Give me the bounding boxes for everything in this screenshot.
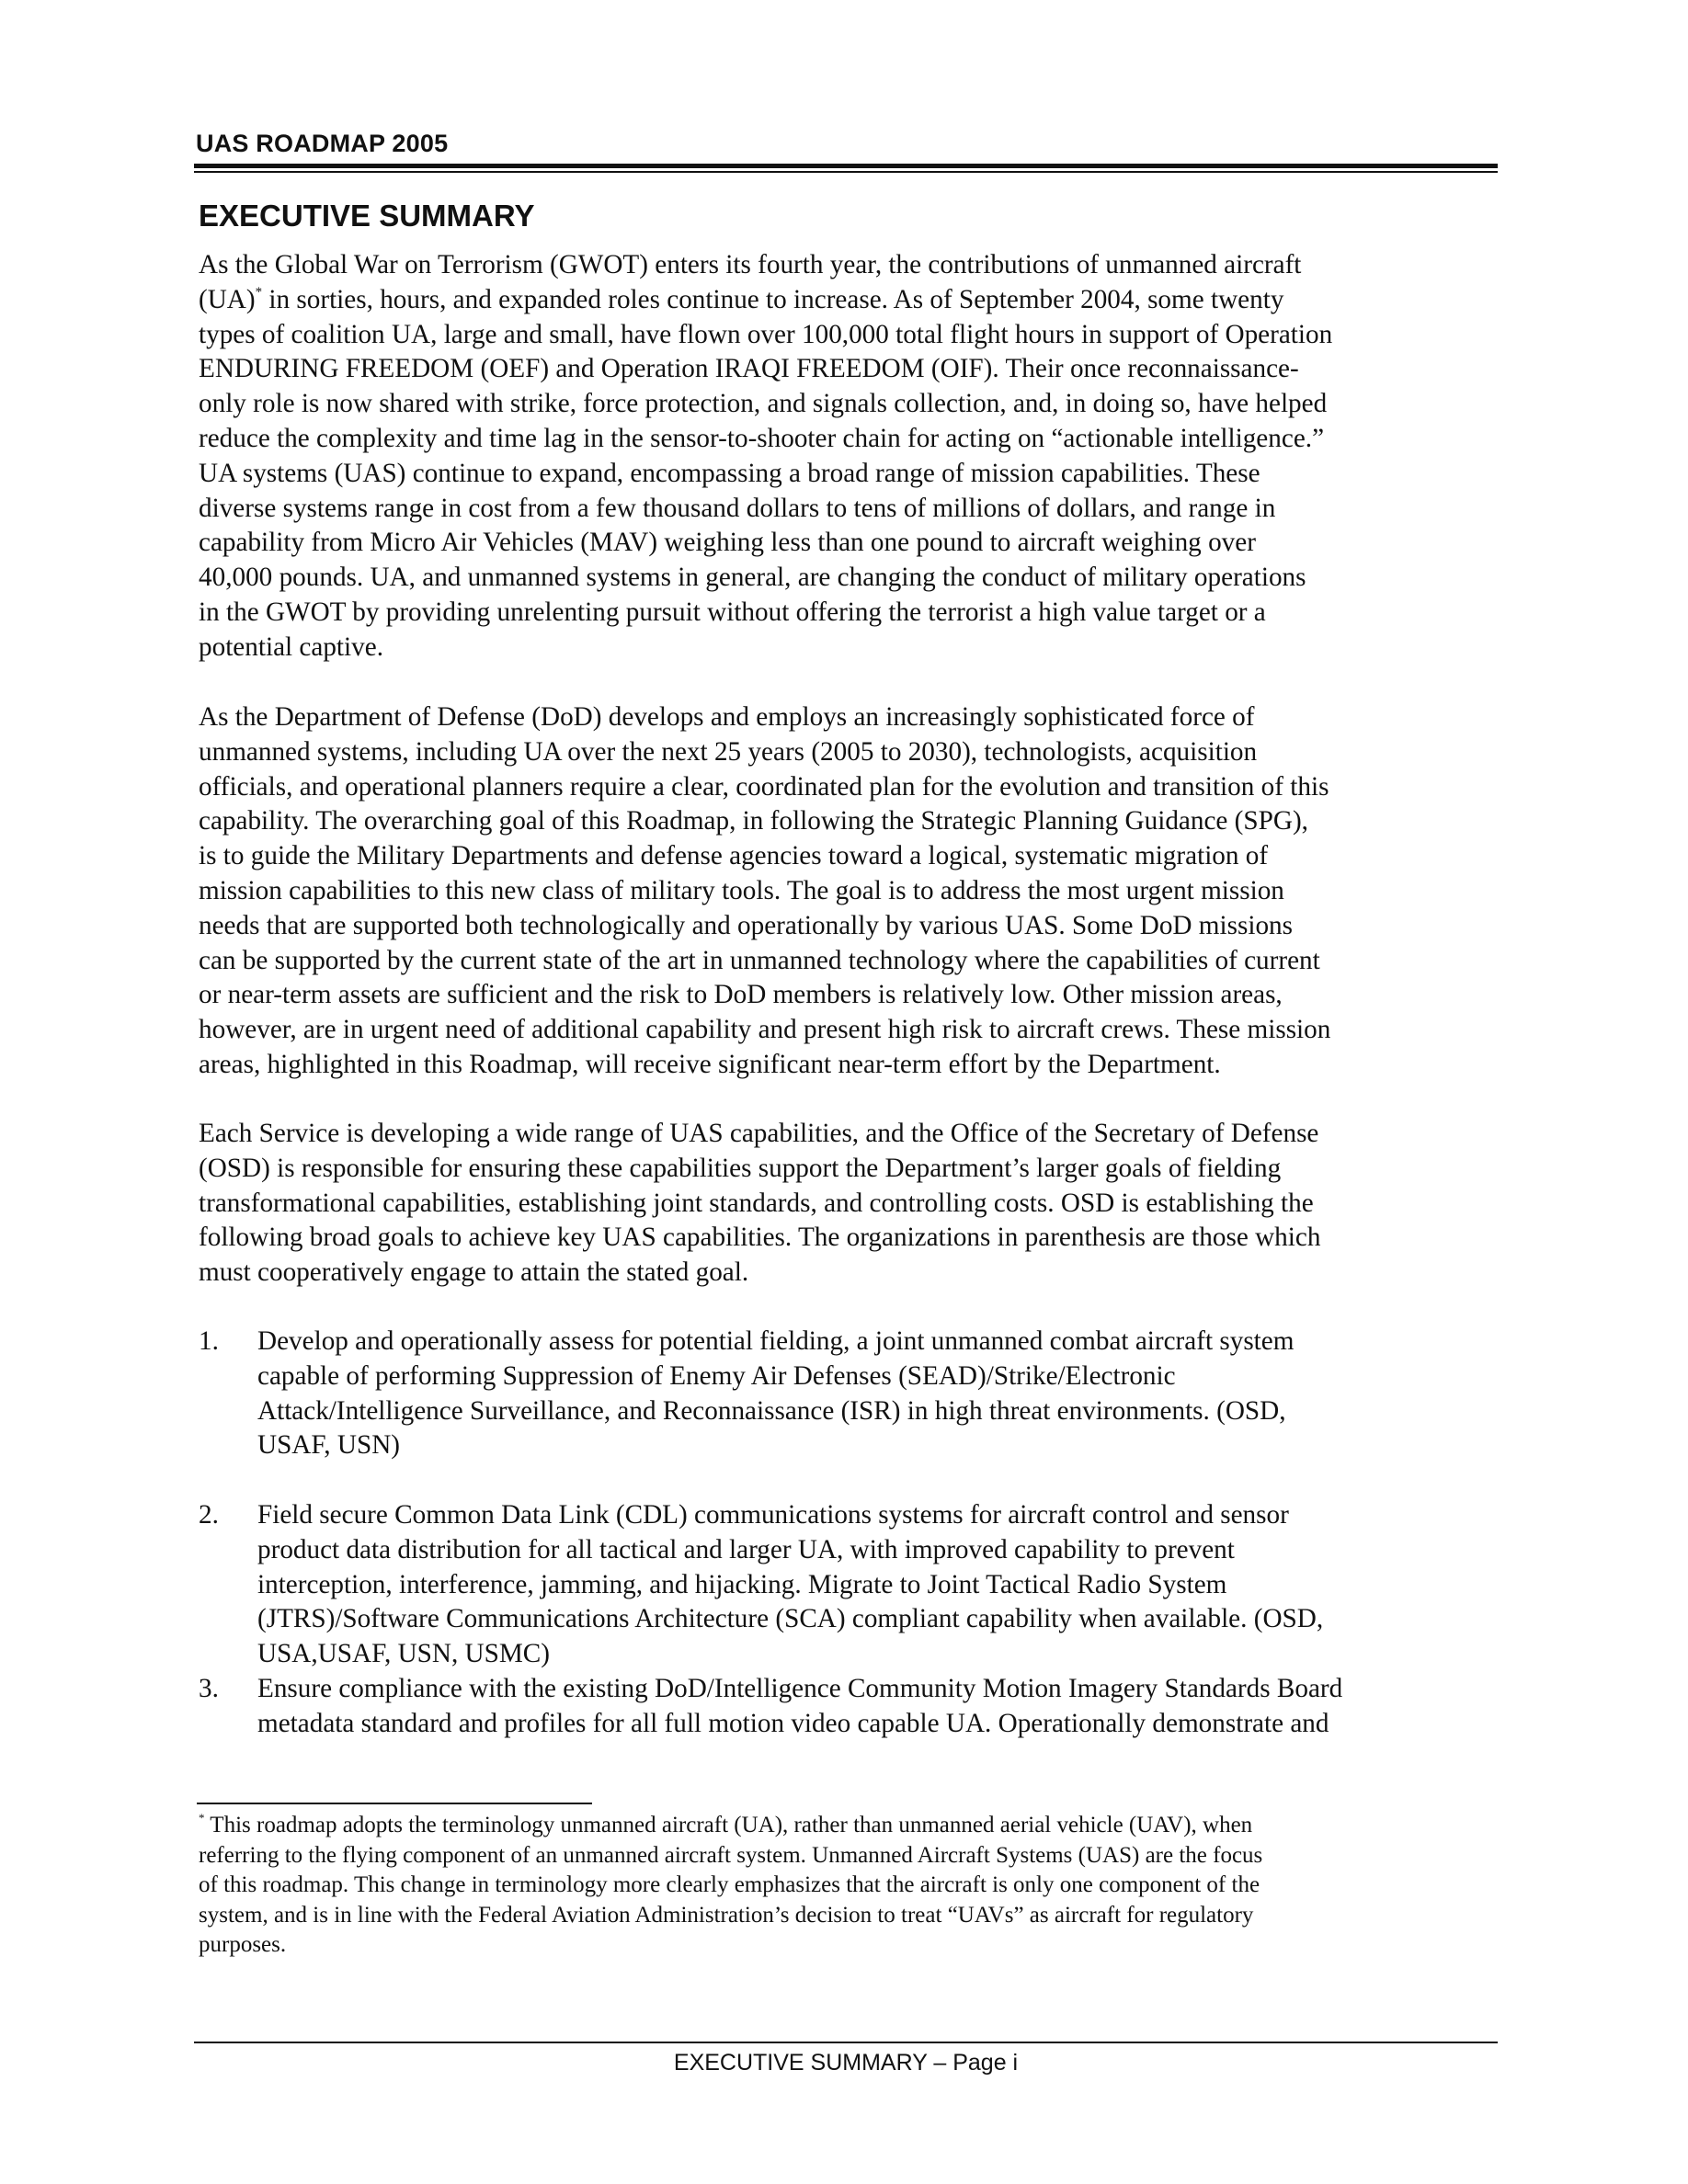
list-item-number: 2. <box>199 1500 219 1530</box>
footnote-marker: * <box>199 1811 205 1825</box>
running-header: UAS ROADMAP 2005 <box>196 130 449 157</box>
footnote <box>199 1811 1495 1961</box>
footnote-text: This roadmap adopts the terminology unmanned aircraft (UA), rather than unmanned aerial vehicle (UAV), when referring to the flying component of an unmanned aircraft system. Unmanned Aircraft Systems (UAS) are the focus of this roadmap. This change in terminology more clearly emphasizes that the aircraft is only one component of the system, and is in line with the Federal Aviation Administration’s decision to treat “UAVs” as aircraft for regulatory purposes. <box>199 1813 1263 1958</box>
paragraph-gwot-rest: in sorties, hours, and expanded roles continue to increase. As of September 2004, some twenty types of coalition UA, large and small, have flown over 100,000 total flight hours in support of Operation ENDURING FREEDOM (OEF) and Operation IRAQI FREEDOM (OIF). Their once reconnaissance- only role is now shared with strike, force protection, and signals collection, and, in doing so, have helped reduce the complexity and time lag in the sensor-to-shooter chain for acting on “actionable intelligence.” UA systems (UAS) continue to expand, encompassing a broad range of mission capabilities. These diverse systems range in cost from a few thousand dollars to tens of millions of dollars, and range in capability from Micro Air Vehicles (MAV) weighing less than one pound to aircraft weighing over 40,000 pounds. UA, and unmanned systems in general, are changing the conduct of military operations in the GWOT by providing unrelenting pursuit without offering the terrorist a high value target or a potential captive. <box>199 284 1333 662</box>
list-item-text: Ensure compliance with the existing DoD/Intelligence Community Motion Imagery Standards Board metadata standard and profiles for all full motion video capable UA. Operationally demonstrate and <box>257 1674 1343 1738</box>
list-item-number: 1. <box>199 1326 219 1356</box>
paragraph-gwot-start: As the Global War on Terrorism (GWOT) enters its fourth year, the contributions of unmanned aircraft (UA) <box>199 250 1302 314</box>
paragraph-gwot <box>199 248 1495 665</box>
footer-rule <box>194 2042 1498 2043</box>
paragraph-osd-goals: Each Service is developing a wide range of UAS capabilities, and the Office of the Secretary of Defense (OSD) is responsible for ensuring these capabilities support the Department’s larger goals of fielding transformational capabilities, establishing joint standards, and controlling costs. OSD is establishing the following broad goals to achieve key UAS capabilities. The organizations in parenthesis are those which must cooperatively engage to attain the stated goal. <box>199 1119 1321 1288</box>
footnote-separator <box>197 1803 592 1804</box>
header-rule-secondary <box>194 171 1498 173</box>
footnote-reference[interactable]: * <box>255 284 263 300</box>
paragraph-dod-roadmap: As the Department of Defense (DoD) develops and employs an increasingly sophisticated force of unmanned systems, including UA over the next 25 years (2005 to 2030), technologists, acquisition officials, and operational planners require a clear, coordinated plan for the evolution and transition of this capability. The overarching goal of this Roadmap, in following the Strategic Planning Guidance (SPG), is to guide the Military Departments and defense agencies toward a logical, systematic migration of mission capabilities to this new class of military tools. The goal is to address the most urgent mission needs that are supported both technologically and operationally by various UAS. Some DoD missions can be supported by the current state of the art in unmanned technology where the capabilities of current or near-term assets are sufficient and the risk to DoD members is relatively low. Other mission areas, however, are in urgent need of additional capability and present high risk to aircraft crews. These mission areas, highlighted in this Roadmap, will receive significant near-term effort by the Department. <box>199 702 1331 1079</box>
list-item-text: Field secure Common Data Link (CDL) communications systems for aircraft control and sensor product data distribution for all tactical and larger UA, with improved capability to prevent interception, interference, jamming, and hijacking. Migrate to Joint Tactical Radio System (JTRS)/Software Communications Architecture (SCA) compliant capability when available. (OSD, USA,USAF, USN, USMC) <box>257 1500 1324 1669</box>
section-title: EXECUTIVE SUMMARY <box>199 199 535 233</box>
header-rule <box>194 164 1498 168</box>
list-item-number: 3. <box>199 1674 219 1703</box>
page-footer: EXECUTIVE SUMMARY – Page i <box>673 2050 1019 2076</box>
list-item-text: Develop and operationally assess for potential fielding, a joint unmanned combat aircraft system capable of performing Suppression of Enemy Air Defenses (SEAD)/Strike/Electronic Attack/Intelligence Surveillance, and Reconnaissance (ISR) in high threat environments. (OSD, USAF, USN) <box>257 1326 1295 1461</box>
